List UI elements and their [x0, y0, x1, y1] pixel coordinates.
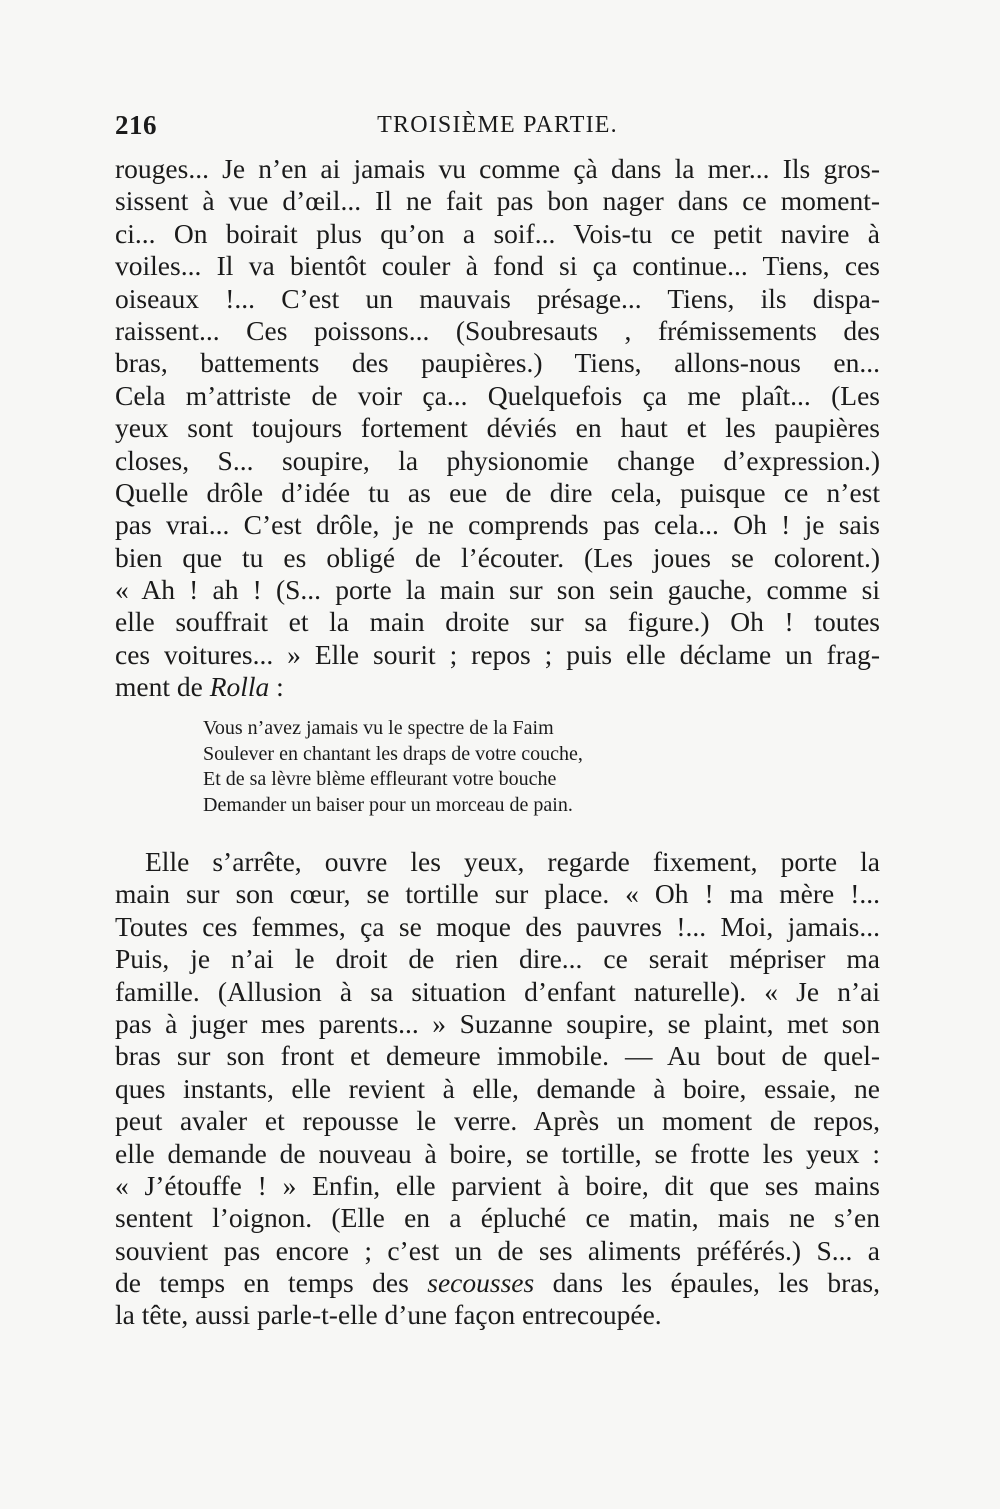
- text-run: ment de: [115, 671, 210, 703]
- text-line: Quelle drôle d’idée tu as eue de dire cela, puisque ce n’est: [115, 476, 880, 508]
- text-line: main sur son cœur, se tortille sur place. « Oh ! ma mère !...: [115, 878, 880, 910]
- text-line: souvient pas encore ; c’est un de ses aliments préférés.) S... a: [115, 1234, 880, 1266]
- text-line: closes, S... soupire, la physionomie change d’expression.): [115, 444, 880, 476]
- text-line: bras sur son front et demeure immobile. — Au bout de quel-: [115, 1040, 880, 1072]
- italic-word: secousses: [427, 1267, 535, 1299]
- text-line: famille. (Allusion à sa situation d’enfant naturelle). « Je n’ai: [115, 975, 880, 1007]
- text-line: elle souffrait et la main droite sur sa figure.) Oh ! toutes: [115, 606, 880, 638]
- text-line: raissent... Ces poissons... (Soubresauts , frémissements des: [115, 314, 880, 346]
- running-head: TROISIÈME PARTIE.: [377, 112, 618, 138]
- text-line: Cela m’attriste de voir ça... Quelquefois ça me plaît... (Les: [115, 379, 880, 411]
- text-line: rouges... Je n’en ai jamais vu comme çà dans la mer... Ils gros-: [115, 153, 880, 184]
- text-line: [115, 1267, 880, 1299]
- text-line: Elle s’arrête, ouvre les yeux, regarde fixement, porte la: [145, 846, 880, 877]
- text-line: pas à juger mes parents... » Suzanne soupire, se plaint, met son: [115, 1007, 880, 1039]
- text-line: [115, 671, 880, 703]
- verse-line: Vous n’avez jamais vu le spectre de la Faim: [203, 717, 554, 739]
- text-line: yeux sont toujours fortement déviés en haut et les paupières: [115, 412, 880, 444]
- paragraph-2: [115, 846, 880, 1332]
- text-line: voiles... Il va bientôt couler à fond si ça continue... Tiens, ces: [115, 250, 880, 282]
- text-line: la tête, aussi parle-t-elle d’une façon entrecoupée.: [115, 1299, 662, 1331]
- text-line: ci... On boirait plus qu’on a soif... Vois-tu ce petit navire à: [115, 217, 880, 249]
- page-header: [115, 110, 880, 146]
- text-line: pas vrai... C’est drôle, je ne comprends pas cela... Oh ! je sais: [115, 509, 880, 541]
- text-run: dans les épaules, les bras,: [534, 1267, 881, 1299]
- verse-line: Demander un baiser pour un morceau de pain.: [203, 793, 573, 816]
- text-line: elle demande de nouveau à boire, se tortille, se frotte les yeux :: [115, 1137, 880, 1169]
- text-line: « J’étouffe ! » Enfin, elle parvient à boire, dit que ses mains: [115, 1169, 880, 1201]
- text-line: peut avaler et repousse le verre. Après un moment de repos,: [115, 1105, 880, 1137]
- text-run: :: [269, 671, 284, 703]
- text-line: bras, battements des paupières.) Tiens, allons-nous en...: [115, 347, 880, 379]
- text-line: oiseaux !... C’est un mauvais présage... Tiens, ils dispa-: [115, 282, 880, 314]
- verse-line: Et de sa lèvre blème effleurant votre bouche: [203, 768, 557, 790]
- text-line: ces voitures... » Elle sourit ; repos ; puis elle déclame un frag-: [115, 638, 880, 670]
- text-line: sissent à vue d’œil... Il ne fait pas bon nager dans ce moment-: [115, 185, 880, 217]
- verse-line: Soulever en chantant les draps de votre couche,: [203, 742, 583, 765]
- text-run: de temps en temps des: [115, 1267, 428, 1299]
- paragraph-1: [115, 153, 880, 704]
- text-line: ques instants, elle revient à elle, demande à boire, essaie, ne: [115, 1072, 880, 1104]
- page-number: 216: [115, 110, 157, 140]
- text-line: Puis, je n’ai le droit de rien dire... ce serait mépriser ma: [115, 943, 880, 975]
- verse-quotation: [203, 716, 803, 818]
- text-line: sentent l’oignon. (Elle en a épluché ce matin, mais ne s’en: [115, 1202, 880, 1234]
- text-line: Toutes ces femmes, ça se moque des pauvres !... Moi, jamais...: [115, 910, 880, 942]
- italic-title: Rolla: [209, 671, 270, 703]
- text-line: bien que tu es obligé de l’écouter. (Les joues se colorent.): [115, 541, 880, 573]
- text-line: « Ah ! ah ! (S... porte la main sur son sein gauche, comme si: [115, 574, 880, 606]
